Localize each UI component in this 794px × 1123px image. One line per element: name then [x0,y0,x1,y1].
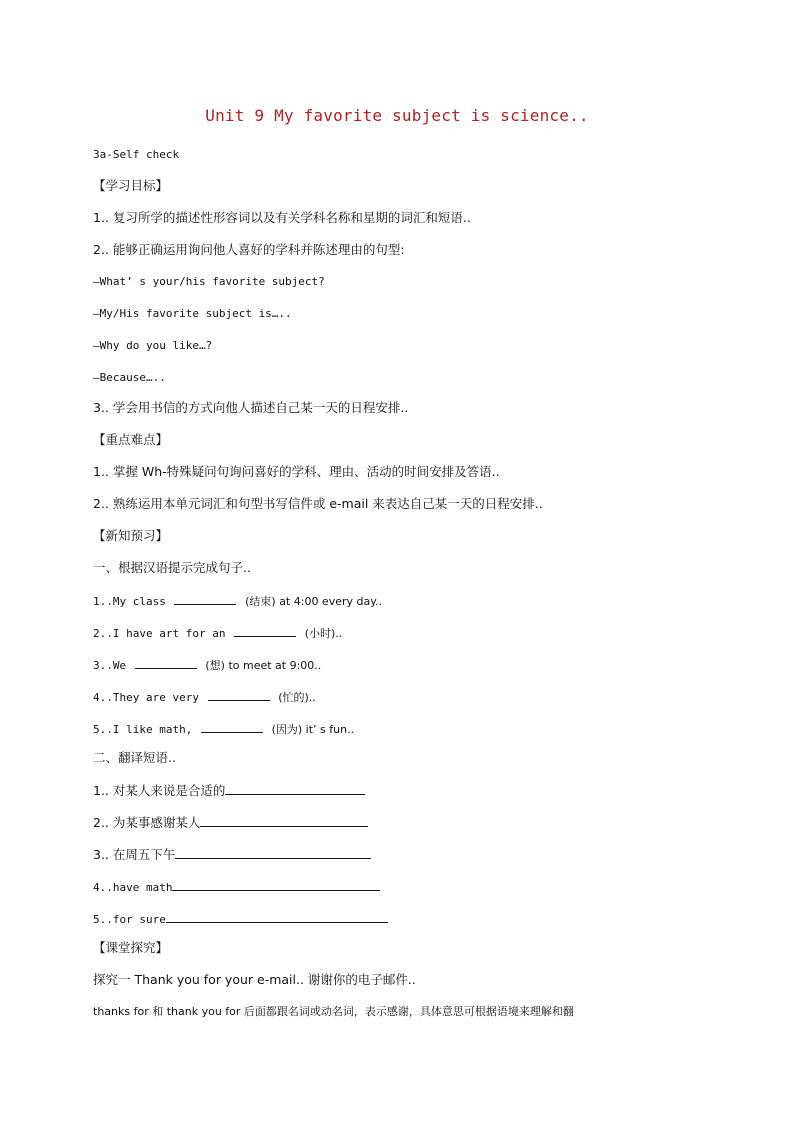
fill-in-item-4-prefix: 4..They are very [93,691,199,704]
translate-item-3-label: 3.. 在周五下午 [93,847,176,862]
fill-in-item-1 [93,592,382,610]
lesson-subtitle: 3a-Self check [93,148,180,161]
translate-blank-4[interactable] [172,878,380,891]
fill-in-item-2-prefix: 2..I have art for an [93,627,226,640]
translate-item-4 [93,878,380,896]
key-point-2: 2.. 熟练运用本单元词汇和句型书写信件或 e-mail 来表达自己某一天的日程安排.. [93,496,543,511]
fill-in-item-2 [93,624,342,642]
pattern-line-2: —My/His favorite subject is….. [93,307,292,320]
fill-in-blank-2[interactable] [234,624,296,637]
pattern-line-4: —Because….. [93,371,166,384]
translate-item-1-label: 1.. 对某人来说是合适的 [93,783,226,798]
pattern-line-3: —Why do you like…? [93,339,213,352]
fill-in-item-5-suffix: (因为) it’ s fun.. [271,723,355,736]
translate-blank-3[interactable] [175,846,371,859]
translate-item-5-label: 5..for sure [93,913,166,926]
translate-blank-5[interactable] [166,910,388,923]
exploration-item-1: 探究一 Thank you for your e-mail.. 谢谢你的电子邮件.. [93,972,416,987]
page-title: Unit 9 My favorite subject is science.. [205,106,589,125]
goal-item-2: 2.. 能够正确运用询问他人喜好的学科并陈述理由的句型: [93,242,405,257]
translate-item-4-label: 4..have math [93,881,173,894]
fill-in-item-3-suffix: (想) to meet at 9:00.. [205,659,322,672]
exploration-header: 【课堂探究】 [93,940,169,955]
fill-in-item-1-prefix: 1..My class [93,595,166,608]
translate-blank-1[interactable] [225,782,365,795]
fill-in-blank-5[interactable] [201,720,263,733]
translate-blank-2[interactable] [200,814,368,827]
goal-item-1: 1.. 复习所学的描述性形容词以及有关学科名称和星期的词汇和短语.. [93,210,471,225]
translate-item-1 [93,782,365,799]
fill-in-item-4-suffix: (忙的).. [278,691,316,704]
fill-in-blank-3[interactable] [135,656,197,669]
key-points-header: 【重点难点】 [93,432,169,447]
exploration-note: thanks for 和 thank you for 后面都跟名词或动名词，表示感谢，具体意思可根据语境来理解和翻 [93,1005,574,1018]
fill-in-item-3 [93,656,321,674]
fill-in-blank-4[interactable] [208,688,270,701]
part-one-header: 一、根据汉语提示完成句子.. [93,560,251,575]
translate-item-2-label: 2.. 为某事感谢某人 [93,815,201,830]
fill-in-item-5-prefix: 5..I like math, [93,723,193,736]
preview-header: 【新知预习】 [93,528,169,543]
fill-in-item-2-suffix: (小时).. [304,627,343,640]
fill-in-blank-1[interactable] [174,592,236,605]
fill-in-item-3-prefix: 3..We [93,659,127,672]
fill-in-item-5 [93,720,354,738]
translate-item-5 [93,910,388,928]
key-point-1: 1.. 掌握 Wh-特殊疑问句询问喜好的学科、理由、活动的时间安排及答语.. [93,464,500,479]
translate-item-3 [93,846,371,863]
pattern-line-1: —What’ s your/his favorite subject? [93,275,325,288]
fill-in-item-1-suffix: (结束) at 4:00 every day.. [245,595,383,608]
fill-in-item-4 [93,688,316,706]
goals-header: 【学习目标】 [93,178,169,193]
part-two-header: 二、翻译短语.. [93,750,176,765]
translate-item-2 [93,814,368,831]
goal-item-3: 3.. 学会用书信的方式向他人描述自己某一天的日程安排.. [93,400,409,415]
